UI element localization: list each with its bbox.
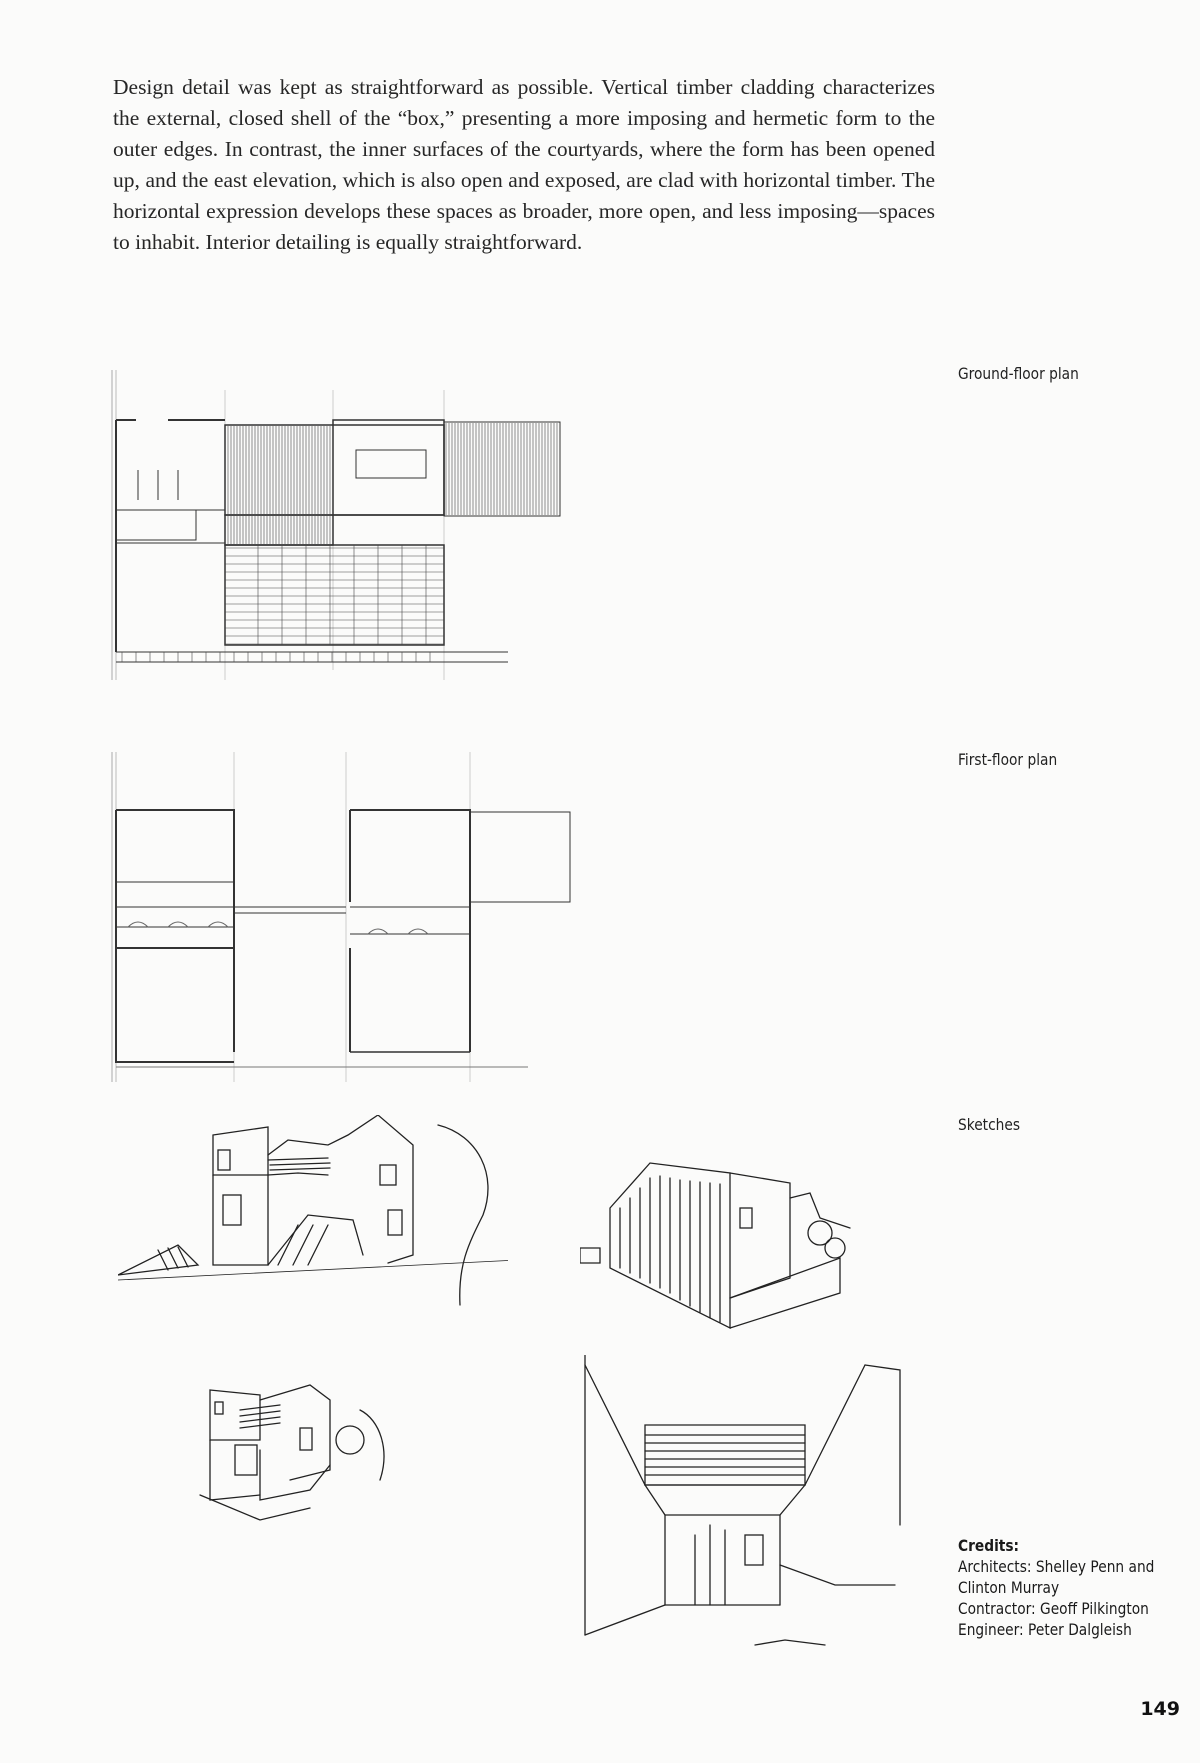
caption-sketches: Sketches: [958, 1115, 1021, 1134]
credits-block: [958, 1535, 1154, 1640]
credits-title: Credits:: [958, 1536, 1020, 1555]
body-paragraph: Design detail was kept as straightforward as possible. Vertical timber cladding characterizes the external, closed shell of the “box,” presenting a more imposing and hermetic form to the outer edges. In contrast, the inner surfaces of the courtyards, where the form has been opened up, and the east elevation, which is also open and exposed, are clad with horizontal timber. The horizontal expression develops these spaces as broader, more open, and less imposing—spaces to inhabit. Interior detailing is equally straightforward.: [113, 75, 935, 254]
credits-architects-line2: Clinton Murray: [958, 1578, 1060, 1597]
caption-first-floor-plan: First-floor plan: [958, 750, 1058, 769]
sketch-courtyard-elevation: [118, 1115, 508, 1315]
credits-engineer: Engineer: Peter Dalgleish: [958, 1620, 1132, 1639]
ground-floor-plan-drawing: [108, 370, 568, 680]
page-number: 149: [1140, 1698, 1180, 1720]
credits-contractor: Contractor: Geoff Pilkington: [958, 1599, 1149, 1618]
sketch-box-exterior: [580, 1148, 870, 1338]
caption-ground-floor-plan: Ground-floor plan: [958, 364, 1079, 383]
first-floor-plan-drawing: [108, 752, 578, 1082]
sketch-courtyard-interior-view: [555, 1355, 915, 1655]
sketch-courtyard-perspective: [180, 1380, 450, 1530]
credits-architects-line1: Architects: Shelley Penn and: [958, 1557, 1155, 1576]
